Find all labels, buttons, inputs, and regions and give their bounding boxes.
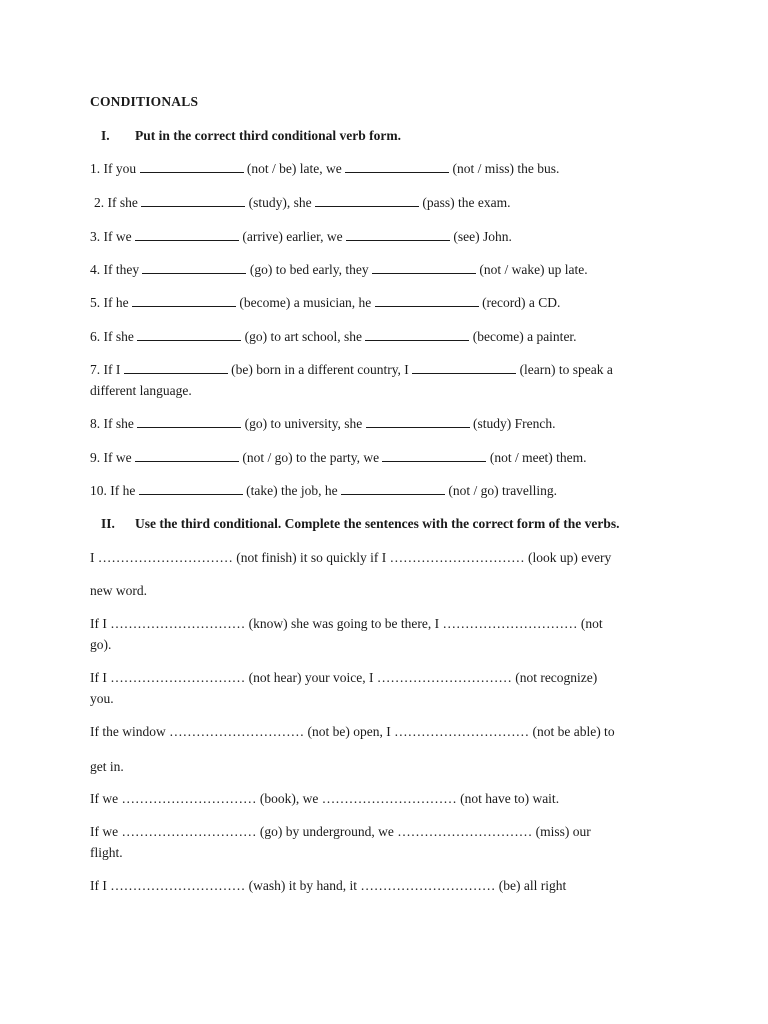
item-text: (go) to university, she xyxy=(244,416,363,431)
item-text: (not hear) your voice, I xyxy=(248,670,374,685)
answer-blank[interactable] xyxy=(137,329,241,341)
exercise-item xyxy=(90,295,560,311)
item-text: If he xyxy=(110,483,136,498)
item-text: (not / be) late, we xyxy=(246,161,342,176)
answer-dots[interactable]: ………………………… xyxy=(442,616,578,631)
page-title: CONDITIONALS xyxy=(90,94,199,109)
exercise-item-continuation: get in. xyxy=(90,759,124,774)
item-number: 2. xyxy=(94,195,105,210)
item-text: (wash) it by hand, it xyxy=(248,878,357,893)
item-text: (go) to bed early, they xyxy=(249,262,369,277)
item-text: If you xyxy=(103,161,137,176)
item-text: (look up) every xyxy=(527,550,612,565)
answer-blank[interactable] xyxy=(137,416,241,428)
answer-blank[interactable] xyxy=(372,262,476,274)
exercise-item xyxy=(90,670,597,686)
item-text: (not xyxy=(580,616,603,631)
exercise-item-continuation: different language. xyxy=(90,383,192,398)
item-text: (take) the job, he xyxy=(246,483,338,498)
item-text: If she xyxy=(107,195,138,210)
item-number: 6. xyxy=(90,329,101,344)
item-text: (become) a musician, he xyxy=(239,295,372,310)
answer-blank[interactable] xyxy=(412,362,516,374)
answer-blank[interactable] xyxy=(346,229,450,241)
exercise-item xyxy=(90,724,615,740)
answer-dots[interactable]: ………………………… xyxy=(394,724,530,739)
exercise-item-continuation: go). xyxy=(90,637,112,652)
item-text: (not / wake) up late. xyxy=(479,262,588,277)
item-number: 8. xyxy=(90,416,101,431)
item-text: If we xyxy=(90,791,119,806)
item-number: 1. xyxy=(90,161,101,176)
answer-dots[interactable]: ………………………… xyxy=(321,791,457,806)
section-2-heading xyxy=(101,516,620,532)
exercise-item xyxy=(90,483,557,499)
item-number: 7. xyxy=(90,362,101,377)
exercise-item-continuation: new word. xyxy=(90,583,147,598)
exercise-item xyxy=(90,416,555,432)
item-text: (arrive) earlier, we xyxy=(242,229,343,244)
item-text: (learn) to speak a xyxy=(519,362,613,377)
item-text: (know) she was going to be there, I xyxy=(248,616,440,631)
answer-blank[interactable] xyxy=(135,229,239,241)
item-text: (miss) our xyxy=(535,824,591,839)
answer-dots[interactable]: ………………………… xyxy=(376,670,512,685)
item-text: If we xyxy=(103,229,132,244)
item-text: If we xyxy=(90,824,119,839)
exercise-item xyxy=(90,550,611,566)
exercise-item xyxy=(90,616,603,632)
item-text: (not finish) it so quickly if I xyxy=(236,550,387,565)
exercise-item xyxy=(90,824,591,840)
item-text: (become) a painter. xyxy=(472,329,577,344)
item-text: If we xyxy=(103,450,132,465)
item-number: 10. xyxy=(90,483,107,498)
answer-blank[interactable] xyxy=(139,483,243,495)
section-2-heading-text: Use the third conditional. Complete the sentences with the correct form of the verbs. xyxy=(135,516,620,531)
item-text: (pass) the exam. xyxy=(422,195,511,210)
section-1-heading-text: Put in the correct third conditional verb form. xyxy=(135,128,401,143)
answer-dots[interactable]: ………………………… xyxy=(110,878,246,893)
exercise-item-continuation: you. xyxy=(90,691,114,706)
section-1-number: I. xyxy=(101,128,110,143)
answer-dots[interactable]: ………………………… xyxy=(110,616,246,631)
item-text: (not be) open, I xyxy=(307,724,391,739)
item-text: (study), she xyxy=(248,195,312,210)
item-text: (not / go) travelling. xyxy=(448,483,558,498)
item-text: If she xyxy=(103,329,134,344)
answer-blank[interactable] xyxy=(341,483,445,495)
answer-blank[interactable] xyxy=(345,161,449,173)
exercise-item xyxy=(90,262,588,278)
exercise-item xyxy=(90,329,577,345)
item-number: 9. xyxy=(90,450,101,465)
item-text: (study) French. xyxy=(472,416,556,431)
item-text: (see) John. xyxy=(453,229,512,244)
answer-dots[interactable]: ………………………… xyxy=(389,550,525,565)
item-number: 4. xyxy=(90,262,101,277)
section-2-number: II. xyxy=(101,516,115,531)
exercise-item xyxy=(90,878,566,894)
item-number: 5. xyxy=(90,295,101,310)
answer-blank[interactable] xyxy=(365,329,469,341)
exercise-item xyxy=(90,229,512,245)
item-text: (not / go) to the party, we xyxy=(242,450,380,465)
item-text: (go) to art school, she xyxy=(244,329,362,344)
exercise-item xyxy=(90,450,587,466)
item-text: I xyxy=(90,550,95,565)
answer-dots[interactable]: ………………………… xyxy=(169,724,305,739)
item-number: 3. xyxy=(90,229,101,244)
answer-blank[interactable] xyxy=(366,416,470,428)
item-text: (go) by underground, we xyxy=(259,824,394,839)
exercise-item xyxy=(90,791,559,807)
answer-dots[interactable]: ………………………… xyxy=(97,550,233,565)
item-text: (be) born in a different country, I xyxy=(231,362,409,377)
item-text: (book), we xyxy=(259,791,319,806)
answer-blank[interactable] xyxy=(141,195,245,207)
item-text: (not / meet) them. xyxy=(489,450,587,465)
item-text: If she xyxy=(103,416,134,431)
answer-blank[interactable] xyxy=(140,161,244,173)
answer-blank[interactable] xyxy=(315,195,419,207)
answer-dots[interactable]: ………………………… xyxy=(110,670,246,685)
answer-dots[interactable]: ………………………… xyxy=(397,824,533,839)
item-text: (not / miss) the bus. xyxy=(452,161,560,176)
answer-dots[interactable]: ………………………… xyxy=(121,791,257,806)
item-text: (be) all right xyxy=(498,878,567,893)
section-1-heading xyxy=(101,128,401,144)
exercise-item xyxy=(90,362,613,378)
exercise-item xyxy=(94,195,510,211)
item-text: If I xyxy=(90,670,107,685)
item-text: If I xyxy=(90,878,107,893)
answer-blank[interactable] xyxy=(135,450,239,462)
exercise-item-continuation: flight. xyxy=(90,845,123,860)
answer-blank[interactable] xyxy=(375,295,479,307)
item-text: (not recognize) xyxy=(515,670,598,685)
exercise-item xyxy=(90,161,559,177)
item-text: (not be able) to xyxy=(532,724,615,739)
answer-blank[interactable] xyxy=(142,262,246,274)
item-text: If I xyxy=(90,616,107,631)
item-text: If he xyxy=(103,295,129,310)
item-text: If the window xyxy=(90,724,166,739)
answer-dots[interactable]: ………………………… xyxy=(360,878,496,893)
answer-blank[interactable] xyxy=(132,295,236,307)
item-text: (record) a CD. xyxy=(482,295,561,310)
item-text: (not have to) wait. xyxy=(460,791,560,806)
item-text: If I xyxy=(103,362,121,377)
answer-blank[interactable] xyxy=(124,362,228,374)
answer-blank[interactable] xyxy=(382,450,486,462)
item-text: If they xyxy=(103,262,140,277)
answer-dots[interactable]: ………………………… xyxy=(121,824,257,839)
